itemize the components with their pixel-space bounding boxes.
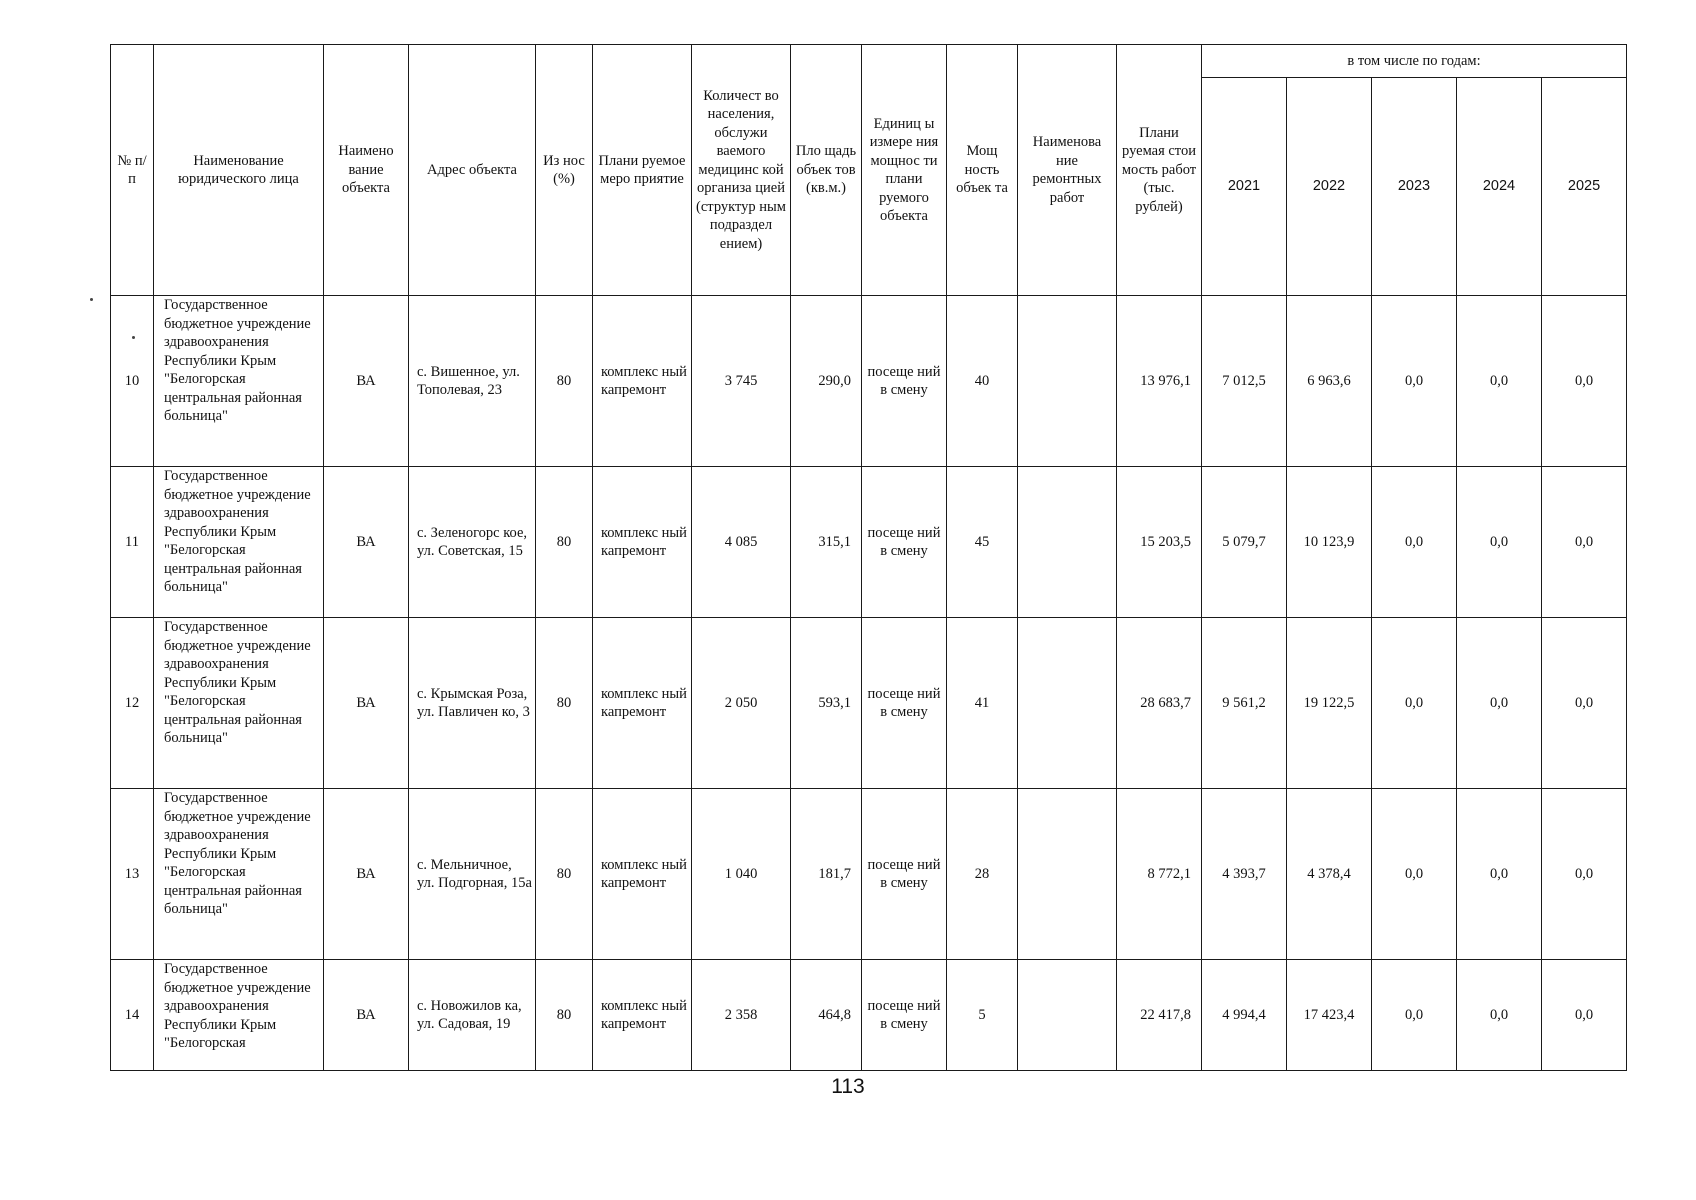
- header-year-2021: 2021: [1202, 78, 1287, 296]
- cell-2024: 0,0: [1457, 467, 1542, 618]
- cell-2021: 5 079,7: [1202, 467, 1287, 618]
- cell-2022: 19 122,5: [1287, 618, 1372, 789]
- header-year-2022: 2022: [1287, 78, 1372, 296]
- scan-speck: [132, 336, 135, 339]
- repair-plan-table: [110, 44, 1627, 1071]
- cell-unit: посеще ний в смену: [862, 960, 947, 1071]
- cell-2022: 6 963,6: [1287, 296, 1372, 467]
- cell-object-name: ВА: [324, 467, 409, 618]
- cell-address: с. Мельничное, ул. Подгорная, 15а: [409, 789, 536, 960]
- cell-population: 2 358: [692, 960, 791, 1071]
- cell-address: с. Новожилов ка, ул. Садовая, 19: [409, 960, 536, 1071]
- cell-object-name: ВА: [324, 789, 409, 960]
- cell-repair-name: [1018, 467, 1117, 618]
- cell-repair-name: [1018, 296, 1117, 467]
- legal-entity-text: Государственное бюджетное учреждение здравоохранения Республики Крым "Белогорская: [164, 961, 311, 1051]
- cell-population: 3 745: [692, 296, 791, 467]
- legal-entity-text: Государственное бюджетное учреждение здравоохранения Республики Крым "Белогорская центральная районная больница": [164, 468, 311, 595]
- cell-2022: 4 378,4: [1287, 789, 1372, 960]
- legal-entity-text: Государственное бюджетное учреждение здравоохранения Республики Крым "Белогорская центральная районная больница": [164, 297, 311, 424]
- cell-unit: посеще ний в смену: [862, 789, 947, 960]
- cell-2025: 0,0: [1542, 467, 1627, 618]
- cell-area: 593,1: [791, 618, 862, 789]
- header-population: Количест во населения, обслужи ваемого медицинс кой организа цией (структур ным подраздел ением): [692, 45, 791, 296]
- header-object-name: Наимено вание объекта: [324, 45, 409, 296]
- cell-capacity: 45: [947, 467, 1018, 618]
- cell-2024: 0,0: [1457, 789, 1542, 960]
- cell-repair-name: [1018, 960, 1117, 1071]
- legal-entity-text: Государственное бюджетное учреждение здравоохранения Республики Крым "Белогорская центральная районная больница": [164, 619, 311, 746]
- cell-2021: 4 393,7: [1202, 789, 1287, 960]
- cell-cost: 28 683,7: [1117, 618, 1202, 789]
- cell-2023: 0,0: [1372, 960, 1457, 1071]
- header-year-2023: 2023: [1372, 78, 1457, 296]
- cell-cost: 8 772,1: [1117, 789, 1202, 960]
- cell-measure: комплекс ный капремонт: [593, 296, 692, 467]
- cell-wear: 80: [536, 960, 593, 1071]
- cell-population: 1 040: [692, 789, 791, 960]
- cell-2023: 0,0: [1372, 296, 1457, 467]
- cell-wear: 80: [536, 789, 593, 960]
- cell-2024: 0,0: [1457, 960, 1542, 1071]
- cell-repair-name: [1018, 789, 1117, 960]
- cell-cost: 15 203,5: [1117, 467, 1202, 618]
- header-num: № п/п: [111, 45, 154, 296]
- cell-address: с. Зеленогорс кое, ул. Советская, 15: [409, 467, 536, 618]
- cell-address: с. Вишенное, ул. Тополевая, 23: [409, 296, 536, 467]
- table-row: [111, 960, 1627, 1071]
- table-row: [111, 618, 1627, 789]
- cell-population: 4 085: [692, 467, 791, 618]
- cell-object-name: ВА: [324, 960, 409, 1071]
- cell-num: 13: [111, 789, 154, 960]
- cell-2022: 17 423,4: [1287, 960, 1372, 1071]
- cell-area: 315,1: [791, 467, 862, 618]
- cell-2025: 0,0: [1542, 960, 1627, 1071]
- cell-legal-entity: [154, 296, 324, 467]
- header-area: Пло щадь объек тов (кв.м.): [791, 45, 862, 296]
- cell-2024: 0,0: [1457, 618, 1542, 789]
- header-repair-name: Наименова ние ремонтных работ: [1018, 45, 1117, 296]
- cell-2024: 0,0: [1457, 296, 1542, 467]
- table-row: [111, 789, 1627, 960]
- cell-measure: комплекс ный капремонт: [593, 789, 692, 960]
- cell-2025: 0,0: [1542, 618, 1627, 789]
- cell-address: с. Крымская Роза, ул. Павличен ко, 3: [409, 618, 536, 789]
- cell-2021: 4 994,4: [1202, 960, 1287, 1071]
- cell-capacity: 41: [947, 618, 1018, 789]
- header-planned-measure: Плани руемое меро приятие: [593, 45, 692, 296]
- header-planned-cost: Плани руемая стои мость работ (тыс. рублей): [1117, 45, 1202, 296]
- header-year-2025: 2025: [1542, 78, 1627, 296]
- cell-area: 464,8: [791, 960, 862, 1071]
- cell-2021: 7 012,5: [1202, 296, 1287, 467]
- cell-area: 181,7: [791, 789, 862, 960]
- cell-repair-name: [1018, 618, 1117, 789]
- cell-legal-entity: [154, 618, 324, 789]
- legal-entity-text: Государственное бюджетное учреждение здравоохранения Республики Крым "Белогорская центральная районная больница": [164, 790, 311, 917]
- cell-legal-entity: [154, 467, 324, 618]
- cell-object-name: ВА: [324, 296, 409, 467]
- cell-legal-entity: [154, 960, 324, 1071]
- cell-2025: 0,0: [1542, 789, 1627, 960]
- table-row: [111, 296, 1627, 467]
- cell-num: 12: [111, 618, 154, 789]
- cell-measure: комплекс ный капремонт: [593, 618, 692, 789]
- cell-wear: 80: [536, 467, 593, 618]
- cell-wear: 80: [536, 296, 593, 467]
- cell-cost: 22 417,8: [1117, 960, 1202, 1071]
- header-capacity-unit: Единиц ы измере ния мощнос ти плани руемого объекта: [862, 45, 947, 296]
- cell-wear: 80: [536, 618, 593, 789]
- cell-legal-entity: [154, 789, 324, 960]
- cell-num: 10: [111, 296, 154, 467]
- table-row: [111, 467, 1627, 618]
- cell-population: 2 050: [692, 618, 791, 789]
- cell-measure: комплекс ный капремонт: [593, 960, 692, 1071]
- page-number: 113: [831, 1075, 865, 1098]
- cell-cost: 13 976,1: [1117, 296, 1202, 467]
- cell-unit: посеще ний в смену: [862, 467, 947, 618]
- cell-unit: посеще ний в смену: [862, 618, 947, 789]
- cell-num: 14: [111, 960, 154, 1071]
- header-legal-entity: Наименование юридического лица: [154, 45, 324, 296]
- cell-2023: 0,0: [1372, 618, 1457, 789]
- cell-2022: 10 123,9: [1287, 467, 1372, 618]
- cell-2023: 0,0: [1372, 467, 1457, 618]
- table-header: [111, 45, 1627, 296]
- header-year-2024: 2024: [1457, 78, 1542, 296]
- cell-num: 11: [111, 467, 154, 618]
- cell-capacity: 40: [947, 296, 1018, 467]
- cell-measure: комплекс ный капремонт: [593, 467, 692, 618]
- cell-unit: посеще ний в смену: [862, 296, 947, 467]
- cell-2025: 0,0: [1542, 296, 1627, 467]
- scan-speck: [90, 298, 93, 301]
- cell-2023: 0,0: [1372, 789, 1457, 960]
- cell-capacity: 28: [947, 789, 1018, 960]
- header-by-years: в том числе по годам:: [1202, 45, 1627, 78]
- cell-area: 290,0: [791, 296, 862, 467]
- cell-object-name: ВА: [324, 618, 409, 789]
- header-address: Адрес объекта: [409, 45, 536, 296]
- header-capacity: Мощ ность объек та: [947, 45, 1018, 296]
- table-body: [111, 296, 1627, 1071]
- cell-capacity: 5: [947, 960, 1018, 1071]
- cell-2021: 9 561,2: [1202, 618, 1287, 789]
- header-wear: Из нос (%): [536, 45, 593, 296]
